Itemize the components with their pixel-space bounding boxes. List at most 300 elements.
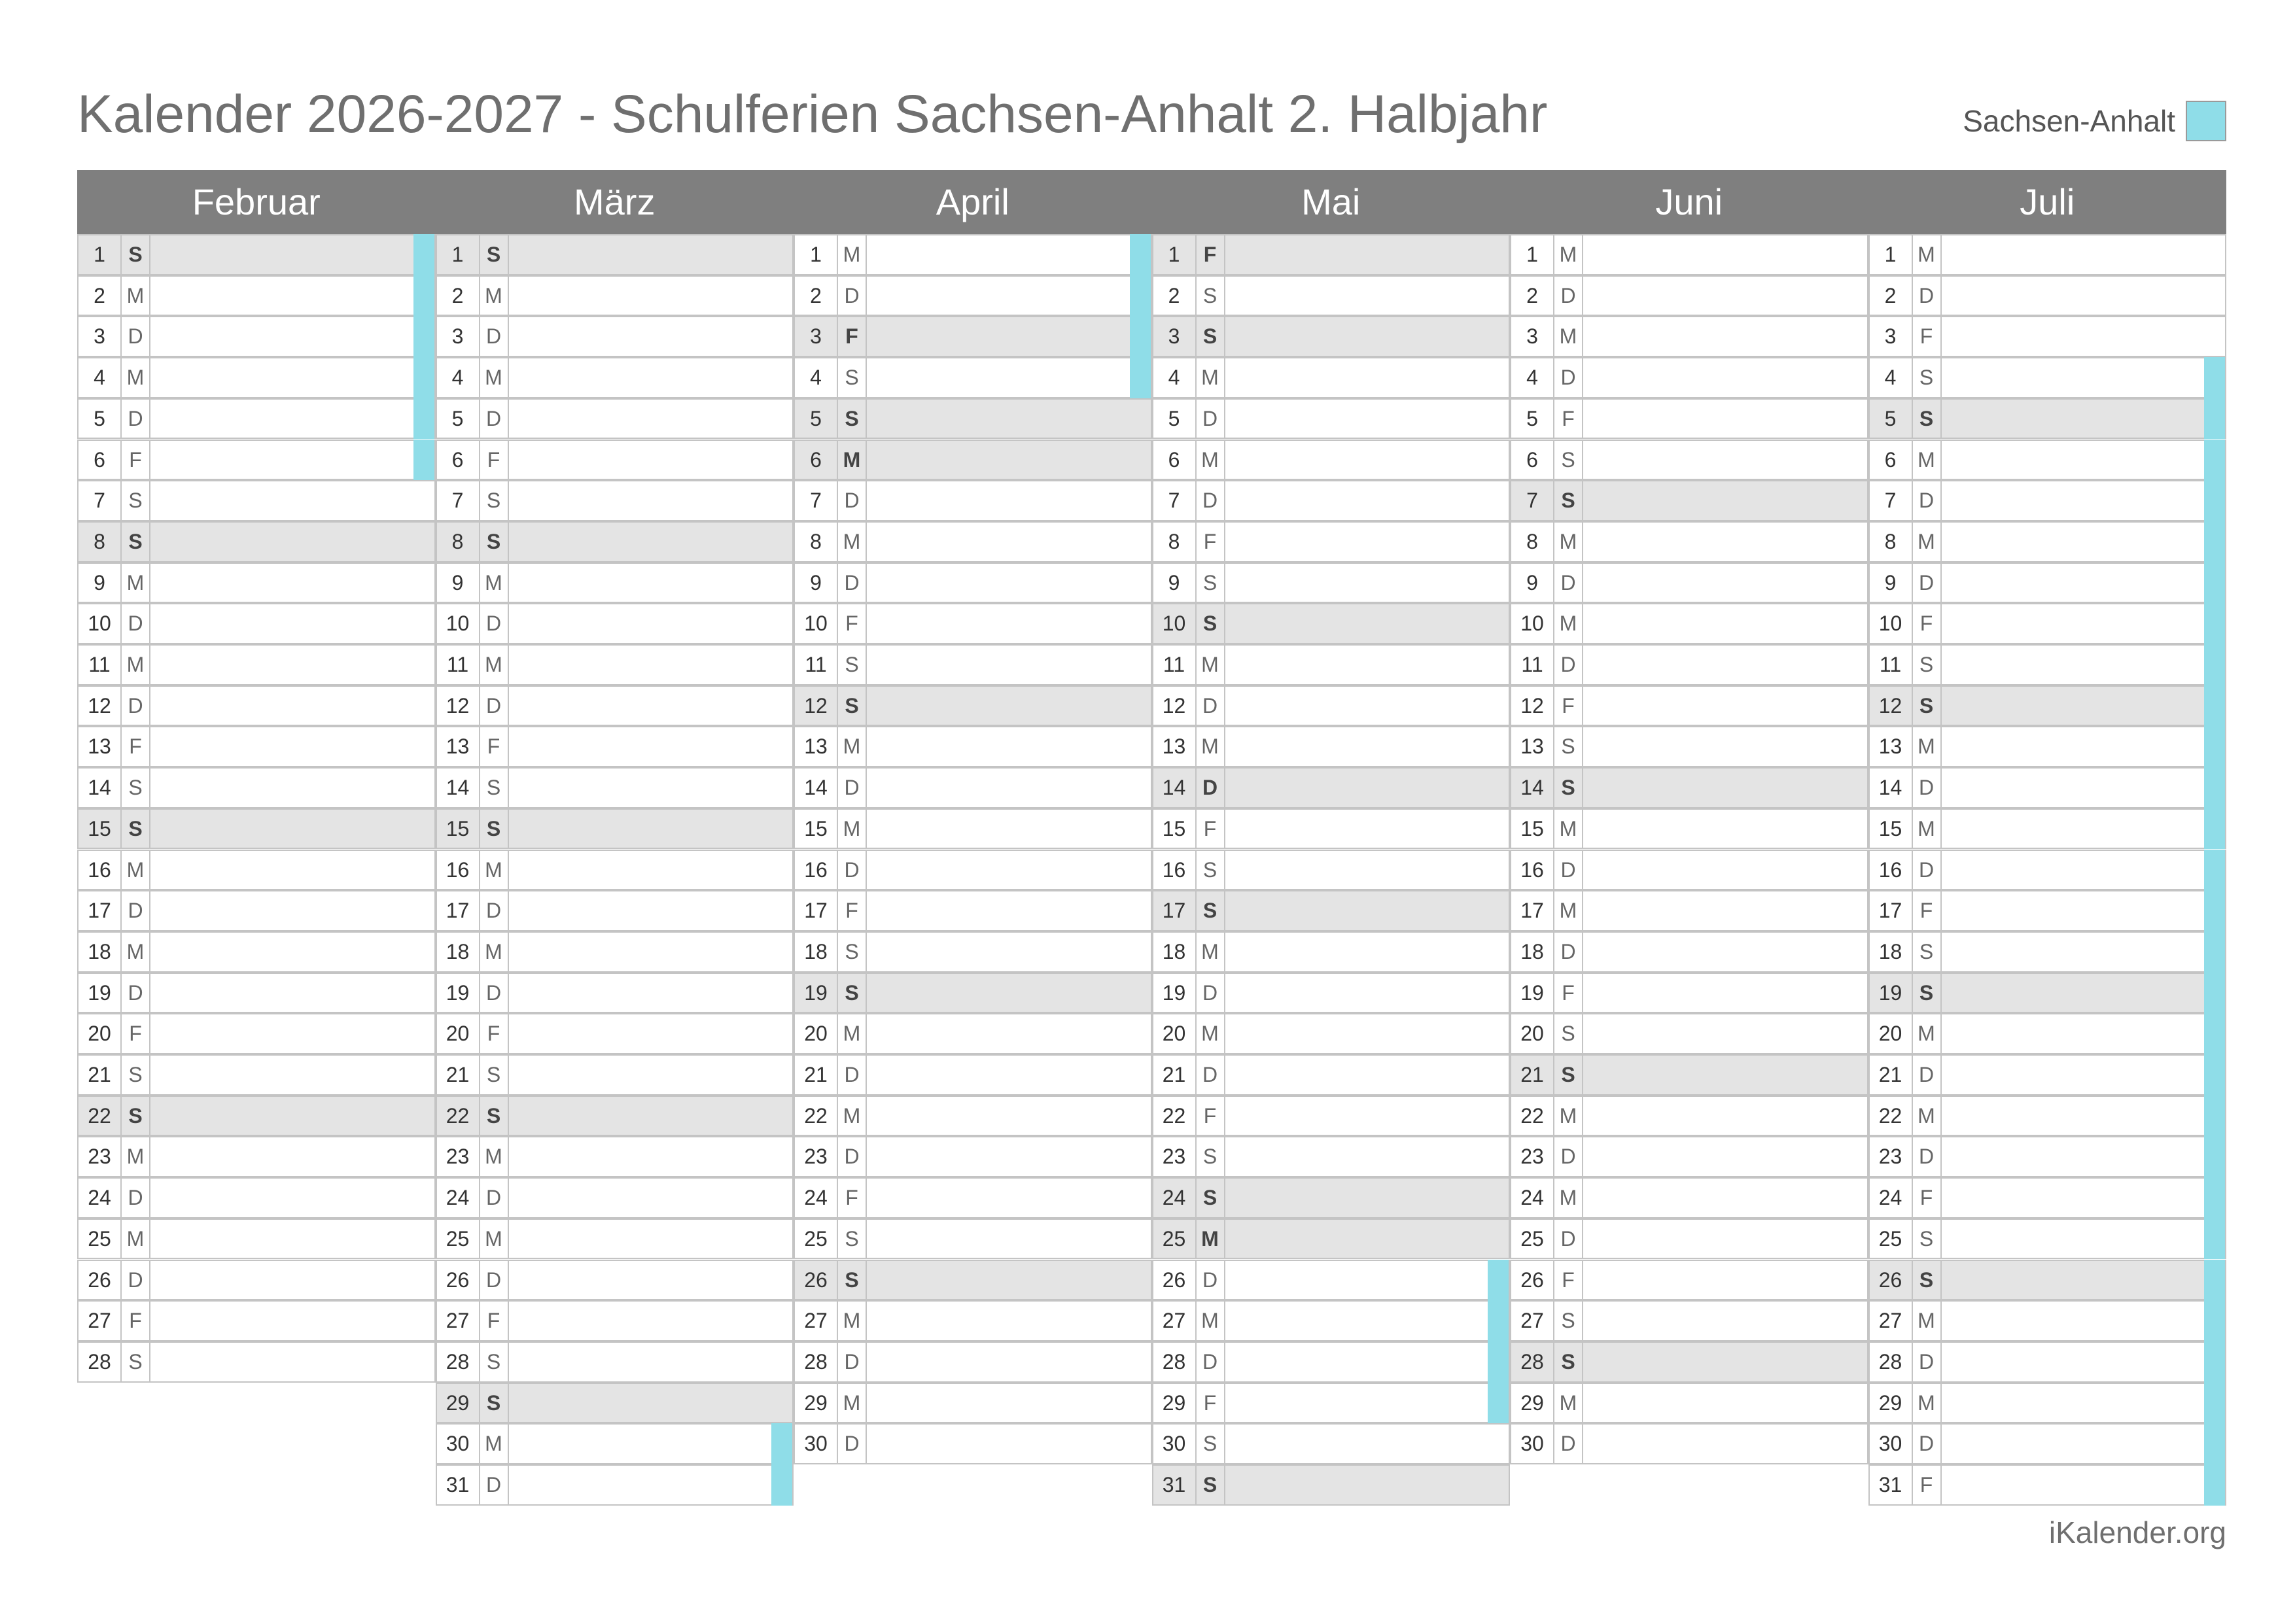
- day-row: [1152, 931, 1511, 973]
- day-row: [77, 603, 436, 644]
- day-row: [794, 398, 1152, 440]
- weekday-letter: D: [1554, 358, 1583, 397]
- day-row: [77, 973, 436, 1014]
- holiday-marker: [2204, 1383, 2225, 1424]
- day-number: 26: [795, 1261, 838, 1300]
- day-row: [1868, 1300, 2227, 1341]
- day-number: 10: [1511, 604, 1554, 643]
- day-row: [1152, 685, 1511, 727]
- day-number: 2: [437, 277, 480, 315]
- day-row: [1510, 316, 1868, 357]
- weekday-letter: D: [1913, 851, 1942, 890]
- day-note-cell: [867, 1425, 1151, 1463]
- day-note-cell: [150, 441, 434, 479]
- weekday-letter: M: [1554, 1097, 1583, 1135]
- day-note-cell: [867, 1056, 1151, 1094]
- weekday-letter: S: [1197, 277, 1225, 315]
- weekday-letter: D: [480, 974, 509, 1012]
- day-number: 20: [795, 1014, 838, 1053]
- day-note-cell: [1225, 481, 1509, 520]
- day-number: 6: [437, 441, 480, 479]
- weekday-letter: M: [480, 851, 509, 890]
- weekday-letter: S: [1554, 769, 1583, 807]
- holiday-marker: [2204, 1464, 2225, 1506]
- day-row: [1152, 316, 1511, 357]
- day-number: 25: [79, 1220, 122, 1258]
- day-note-cell: [1583, 687, 1867, 725]
- day-row: [794, 357, 1152, 398]
- day-row: [436, 1096, 794, 1137]
- day-note-cell: [1583, 1261, 1867, 1300]
- holiday-marker: [771, 1423, 792, 1464]
- day-number: 6: [79, 441, 122, 479]
- day-note-cell: [1225, 358, 1509, 397]
- weekday-letter: S: [1554, 1056, 1583, 1094]
- day-note-cell: [1583, 441, 1867, 479]
- weekday-letter: M: [838, 1014, 867, 1053]
- day-number: 22: [79, 1097, 122, 1135]
- weekday-letter: D: [1554, 933, 1583, 971]
- day-number: 27: [795, 1302, 838, 1340]
- weekday-letter: M: [1554, 1179, 1583, 1217]
- weekday-letter: S: [122, 523, 150, 561]
- day-note-cell: [1942, 604, 2226, 643]
- day-number: 17: [79, 891, 122, 930]
- day-row: [794, 890, 1152, 931]
- weekday-letter: D: [1913, 1137, 1942, 1176]
- holiday-marker: [2204, 398, 2225, 440]
- weekday-letter: S: [480, 1097, 509, 1135]
- weekday-letter: F: [838, 317, 867, 356]
- day-note-cell: [1225, 727, 1509, 766]
- holiday-marker: [413, 440, 434, 481]
- day-note-cell: [1942, 1097, 2226, 1135]
- day-number: 13: [79, 727, 122, 766]
- day-row: [1152, 890, 1511, 931]
- day-note-cell: [509, 1343, 793, 1381]
- day-number: 14: [437, 769, 480, 807]
- day-row: [1868, 603, 2227, 644]
- day-row: [1152, 1218, 1511, 1260]
- day-number: 24: [1511, 1179, 1554, 1217]
- day-row: [77, 644, 436, 685]
- day-note-cell: [867, 441, 1151, 479]
- day-note-cell: [1583, 358, 1867, 397]
- day-note-cell: [1942, 317, 2226, 356]
- day-note-cell: [1583, 604, 1867, 643]
- day-number: 21: [1511, 1056, 1554, 1094]
- day-note-cell: [509, 317, 793, 356]
- weekday-letter: F: [1554, 974, 1583, 1012]
- weekday-letter: F: [480, 1302, 509, 1340]
- day-number: 6: [1511, 441, 1554, 479]
- weekday-letter: S: [122, 1097, 150, 1135]
- day-note-cell: [1583, 1056, 1867, 1094]
- day-note-cell: [1583, 277, 1867, 315]
- day-row: [436, 1464, 794, 1506]
- day-note-cell: [1583, 523, 1867, 561]
- weekday-letter: S: [1554, 441, 1583, 479]
- day-row: [77, 1300, 436, 1341]
- day-row: [1510, 1054, 1868, 1096]
- day-row: [794, 480, 1152, 521]
- day-note-cell: [150, 1097, 434, 1135]
- day-row: [1868, 1177, 2227, 1218]
- day-row: [436, 931, 794, 973]
- day-note-cell: [1942, 810, 2226, 848]
- weekday-letter: F: [838, 1179, 867, 1217]
- day-row: [77, 1013, 436, 1054]
- day-row: [77, 480, 436, 521]
- weekday-letter: M: [1913, 441, 1942, 479]
- day-number: 14: [795, 769, 838, 807]
- weekday-letter: M: [838, 523, 867, 561]
- weekday-letter: S: [1913, 358, 1942, 397]
- day-number: 12: [1870, 687, 1913, 725]
- weekday-letter: D: [1197, 687, 1225, 725]
- day-row: [794, 1096, 1152, 1137]
- day-number: 2: [1153, 277, 1197, 315]
- day-number: 15: [1511, 810, 1554, 848]
- day-note-cell: [1583, 810, 1867, 848]
- day-row: [77, 850, 436, 891]
- holiday-marker: [2204, 603, 2225, 644]
- weekday-letter: F: [480, 1014, 509, 1053]
- day-number: 25: [1511, 1220, 1554, 1258]
- weekday-letter: D: [838, 1137, 867, 1176]
- day-row: [1510, 234, 1868, 275]
- day-number: 1: [79, 235, 122, 274]
- day-row: [1152, 234, 1511, 275]
- day-note-cell: [867, 891, 1151, 930]
- footer-brand: iKalender.org: [2048, 1515, 2226, 1549]
- holiday-marker: [1130, 275, 1151, 317]
- day-note-cell: [867, 646, 1151, 684]
- day-row: [1152, 644, 1511, 685]
- day-row: [436, 275, 794, 317]
- day-row: [77, 767, 436, 808]
- weekday-letter: S: [1913, 400, 1942, 438]
- day-note-cell: [150, 769, 434, 807]
- day-number: 11: [795, 646, 838, 684]
- weekday-letter: F: [480, 441, 509, 479]
- day-number: 11: [1153, 646, 1197, 684]
- day-note-cell: [509, 646, 793, 684]
- weekday-letter: M: [838, 1302, 867, 1340]
- weekday-letter: S: [838, 1220, 867, 1258]
- weekday-letter: M: [122, 277, 150, 315]
- weekday-letter: S: [1554, 727, 1583, 766]
- day-number: 16: [1870, 851, 1913, 890]
- day-row: [1510, 357, 1868, 398]
- day-row: [1152, 1177, 1511, 1218]
- day-number: 31: [437, 1466, 480, 1504]
- day-note-cell: [1942, 851, 2226, 890]
- day-row: [1868, 808, 2227, 850]
- weekday-letter: F: [122, 1014, 150, 1053]
- day-note-cell: [1225, 1302, 1509, 1340]
- day-number: 7: [1153, 481, 1197, 520]
- day-row: [1868, 644, 2227, 685]
- holiday-marker: [2204, 890, 2225, 931]
- day-note-cell: [509, 1384, 793, 1423]
- day-row: [1510, 931, 1868, 973]
- day-number: 16: [1153, 851, 1197, 890]
- day-note-cell: [509, 400, 793, 438]
- day-number: 14: [79, 769, 122, 807]
- weekday-letter: M: [1197, 646, 1225, 684]
- day-note-cell: [867, 727, 1151, 766]
- holiday-marker: [413, 275, 434, 317]
- day-row: [794, 1218, 1152, 1260]
- day-row: [1152, 1300, 1511, 1341]
- day-row: [1152, 726, 1511, 767]
- month-header-juni: Juni: [1655, 181, 1723, 222]
- holiday-marker: [2204, 685, 2225, 727]
- weekday-letter: M: [122, 1137, 150, 1176]
- day-row: [436, 1260, 794, 1301]
- weekday-letter: D: [122, 687, 150, 725]
- weekday-letter: D: [480, 1179, 509, 1217]
- day-number: 28: [1153, 1343, 1197, 1381]
- legend-swatch: [2186, 101, 2226, 141]
- day-number: 2: [795, 277, 838, 315]
- weekday-letter: S: [1554, 1014, 1583, 1053]
- day-number: 30: [1870, 1425, 1913, 1463]
- weekday-letter: F: [838, 604, 867, 643]
- day-note-cell: [1225, 523, 1509, 561]
- holiday-marker: [2204, 357, 2225, 398]
- day-row: [77, 1177, 436, 1218]
- day-row: [1152, 1341, 1511, 1383]
- day-number: 16: [1511, 851, 1554, 890]
- day-number: 30: [1511, 1425, 1554, 1463]
- weekday-letter: F: [1913, 604, 1942, 643]
- day-number: 21: [1870, 1056, 1913, 1094]
- day-note-cell: [1942, 974, 2226, 1012]
- day-row: [77, 1136, 436, 1177]
- day-row: [77, 1341, 436, 1383]
- day-number: 22: [1511, 1097, 1554, 1135]
- day-number: 28: [1870, 1343, 1913, 1381]
- day-row: [1152, 1013, 1511, 1054]
- day-number: 2: [1870, 277, 1913, 315]
- weekday-letter: D: [838, 851, 867, 890]
- day-row: [794, 603, 1152, 644]
- weekday-letter: D: [1197, 1343, 1225, 1381]
- day-number: 15: [795, 810, 838, 848]
- day-number: 11: [1870, 646, 1913, 684]
- weekday-letter: F: [122, 727, 150, 766]
- weekday-letter: M: [1913, 1097, 1942, 1135]
- day-row: [1152, 1423, 1511, 1464]
- day-number: 27: [79, 1302, 122, 1340]
- weekday-letter: M: [122, 564, 150, 602]
- day-number: 26: [1511, 1261, 1554, 1300]
- day-row: [77, 1096, 436, 1137]
- day-note-cell: [867, 769, 1151, 807]
- weekday-letter: M: [1197, 441, 1225, 479]
- day-row: [794, 1341, 1152, 1383]
- day-note-cell: [1225, 1220, 1509, 1258]
- day-note-cell: [867, 687, 1151, 725]
- holiday-marker: [1130, 234, 1151, 275]
- day-number: 1: [1870, 235, 1913, 274]
- day-number: 18: [1870, 933, 1913, 971]
- weekday-letter: M: [838, 727, 867, 766]
- day-row: [1510, 1423, 1868, 1464]
- weekday-letter: M: [480, 277, 509, 315]
- weekday-letter: S: [1197, 564, 1225, 602]
- day-note-cell: [509, 235, 793, 274]
- day-row: [1868, 767, 2227, 808]
- weekday-letter: S: [1197, 1137, 1225, 1176]
- day-note-cell: [867, 1014, 1151, 1053]
- day-row: [794, 931, 1152, 973]
- day-number: 4: [1153, 358, 1197, 397]
- day-note-cell: [150, 727, 434, 766]
- day-number: 6: [1153, 441, 1197, 479]
- holiday-marker: [2204, 1218, 2225, 1260]
- day-note-cell: [867, 1179, 1151, 1217]
- weekday-letter: F: [1554, 1261, 1583, 1300]
- legend: [1963, 101, 2226, 141]
- weekday-letter: S: [1197, 851, 1225, 890]
- weekday-letter: D: [480, 891, 509, 930]
- day-row: [794, 1177, 1152, 1218]
- day-number: 8: [437, 523, 480, 561]
- day-note-cell: [509, 851, 793, 890]
- weekday-letter: M: [480, 1137, 509, 1176]
- weekday-letter: S: [838, 400, 867, 438]
- day-row: [436, 973, 794, 1014]
- weekday-letter: M: [838, 1097, 867, 1135]
- day-row: [77, 1218, 436, 1260]
- day-number: 26: [1870, 1261, 1913, 1300]
- day-row: [794, 440, 1152, 481]
- holiday-marker: [2204, 1054, 2225, 1096]
- weekday-letter: M: [1554, 235, 1583, 274]
- day-row: [1868, 316, 2227, 357]
- weekday-letter: M: [1913, 235, 1942, 274]
- day-row: [436, 398, 794, 440]
- weekday-letter: D: [838, 1056, 867, 1094]
- day-number: 4: [79, 358, 122, 397]
- day-note-cell: [150, 1137, 434, 1176]
- day-number: 27: [1153, 1302, 1197, 1340]
- day-row: [794, 726, 1152, 767]
- day-note-cell: [1583, 235, 1867, 274]
- day-number: 2: [1511, 277, 1554, 315]
- day-row: [794, 234, 1152, 275]
- day-note-cell: [150, 400, 434, 438]
- day-row: [436, 234, 794, 275]
- day-row: [1510, 726, 1868, 767]
- day-row: [1510, 973, 1868, 1014]
- weekday-letter: S: [480, 481, 509, 520]
- day-note-cell: [150, 1056, 434, 1094]
- day-row: [1868, 521, 2227, 562]
- weekday-letter: S: [1554, 481, 1583, 520]
- day-number: 18: [795, 933, 838, 971]
- day-note-cell: [150, 481, 434, 520]
- day-number: 1: [1511, 235, 1554, 274]
- weekday-letter: M: [480, 646, 509, 684]
- day-number: 8: [1870, 523, 1913, 561]
- day-note-cell: [509, 441, 793, 479]
- day-note-cell: [867, 564, 1151, 602]
- day-row: [1152, 1383, 1511, 1424]
- day-row: [1152, 357, 1511, 398]
- day-row: [436, 521, 794, 562]
- weekday-letter: M: [122, 1220, 150, 1258]
- weekday-letter: D: [480, 687, 509, 725]
- day-row: [436, 440, 794, 481]
- day-number: 14: [1511, 769, 1554, 807]
- day-row: [1868, 1260, 2227, 1301]
- day-number: 28: [79, 1343, 122, 1381]
- month-header-april: April: [936, 181, 1009, 222]
- day-number: 10: [79, 604, 122, 643]
- weekday-letter: D: [480, 317, 509, 356]
- day-note-cell: [867, 1302, 1151, 1340]
- day-note-cell: [509, 1014, 793, 1053]
- weekday-letter: S: [838, 933, 867, 971]
- day-number: 9: [1870, 564, 1913, 602]
- day-number: 24: [1870, 1179, 1913, 1217]
- day-number: 18: [437, 933, 480, 971]
- holiday-marker: [2204, 1341, 2225, 1383]
- weekday-letter: D: [122, 1261, 150, 1300]
- legend-label: Sachsen-Anhalt: [1963, 104, 2175, 138]
- day-row: [77, 890, 436, 931]
- day-number: 2: [79, 277, 122, 315]
- month-header-maerz: März: [574, 181, 656, 222]
- day-row: [1152, 398, 1511, 440]
- day-number: 20: [79, 1014, 122, 1053]
- day-number: 4: [795, 358, 838, 397]
- weekday-letter: M: [1913, 523, 1942, 561]
- day-note-cell: [867, 604, 1151, 643]
- day-row: [77, 316, 436, 357]
- holiday-marker: [2204, 440, 2225, 481]
- day-row: [794, 316, 1152, 357]
- day-row: [794, 521, 1152, 562]
- day-row: [1510, 1013, 1868, 1054]
- weekday-letter: S: [122, 769, 150, 807]
- weekday-letter: F: [1913, 891, 1942, 930]
- day-note-cell: [1225, 235, 1509, 274]
- day-row: [436, 1054, 794, 1096]
- day-number: 13: [1511, 727, 1554, 766]
- day-number: 18: [1153, 933, 1197, 971]
- day-row: [1152, 1136, 1511, 1177]
- holiday-marker: [2204, 1423, 2225, 1464]
- weekday-letter: M: [1197, 1014, 1225, 1053]
- day-number: 1: [795, 235, 838, 274]
- day-note-cell: [1583, 1425, 1867, 1463]
- day-number: 27: [1511, 1302, 1554, 1340]
- day-number: 28: [1511, 1343, 1554, 1381]
- holiday-marker: [2204, 1260, 2225, 1301]
- day-number: 6: [795, 441, 838, 479]
- day-note-cell: [1942, 891, 2226, 930]
- day-number: 9: [795, 564, 838, 602]
- day-number: 5: [1511, 400, 1554, 438]
- day-number: 17: [1153, 891, 1197, 930]
- day-number: 20: [1870, 1014, 1913, 1053]
- day-number: 21: [1153, 1056, 1197, 1094]
